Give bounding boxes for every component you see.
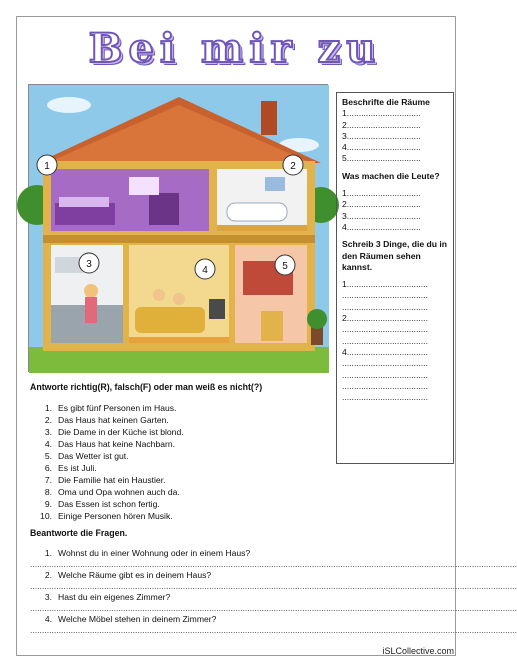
- things-blank-3[interactable]: ....................................: [342, 301, 428, 312]
- list-item: [30, 450, 184, 462]
- room-number-1-text: 1: [44, 161, 50, 172]
- item-number: 4.: [44, 439, 52, 449]
- room-number-2-text: 2: [290, 161, 296, 172]
- item-number: 10.: [40, 511, 52, 521]
- rooms-blank-3[interactable]: 3...............................: [342, 130, 421, 141]
- people-blank-3[interactable]: 3...............................: [342, 210, 421, 221]
- question-item: [30, 592, 170, 604]
- question-item: [30, 570, 211, 582]
- item-number: 9.: [44, 499, 52, 509]
- question-text: Welche Räume gibt es in deinem Haus?: [58, 570, 212, 580]
- rooms-blank-1[interactable]: 1...............................: [342, 108, 421, 119]
- question-text: Hast du ein eigenes Zimmer?: [58, 592, 171, 602]
- room-number-2: [283, 155, 303, 175]
- rooms-blank-4[interactable]: 4...............................: [342, 142, 421, 153]
- item-text: Es ist Juli.: [58, 463, 97, 473]
- item-number: 3.: [44, 427, 52, 437]
- question-text: Wohnst du in einer Wohnung oder in einem Haus?: [58, 548, 251, 558]
- list-item: [30, 438, 184, 450]
- item-number: 2.: [44, 415, 52, 425]
- chimney: [261, 101, 277, 135]
- item-number: 8.: [44, 487, 52, 497]
- item-number: 1.: [44, 548, 52, 558]
- question-item: [30, 548, 250, 560]
- list-item: [30, 402, 184, 414]
- room-number-5-text: 5: [282, 261, 288, 272]
- item-number: 2.: [44, 570, 52, 580]
- true-false-list: [30, 402, 184, 522]
- list-item: [30, 414, 184, 426]
- questions-list-4: [30, 614, 216, 626]
- list-item: [30, 486, 184, 498]
- people-heading: Was machen die Leute?: [342, 170, 440, 181]
- room-number-3: [79, 253, 99, 273]
- item-text: Das Haus hat keine Nachbarn.: [58, 439, 176, 449]
- item-text: Oma und Opa wohnen auch da.: [58, 487, 180, 497]
- rooms-blank-2[interactable]: 2...............................: [342, 119, 421, 130]
- item-number: 6.: [44, 463, 52, 473]
- house-illustration: [28, 84, 328, 372]
- things-blank-7[interactable]: 4..................................: [342, 346, 428, 357]
- questions-heading: Beantworte die Fragen.: [30, 528, 128, 538]
- things-blank-5[interactable]: ....................................: [342, 324, 428, 335]
- worksheet-title: [40, 20, 430, 78]
- things-heading: Schreib 3 Dinge, die du in den Räumen sehen kannst.: [342, 239, 448, 272]
- questions-list-3: [30, 592, 170, 604]
- item-text: Die Familie hat ein Haustier.: [58, 475, 166, 485]
- question-item: [30, 614, 216, 626]
- list-item: [30, 498, 184, 510]
- item-text: Das Essen ist schon fertig.: [58, 499, 160, 509]
- list-item: [30, 510, 184, 522]
- things-blank-11[interactable]: ....................................: [342, 392, 428, 403]
- house-svg: [29, 85, 329, 373]
- room-2-bathroom: [217, 169, 307, 231]
- things-blank-10[interactable]: ....................................: [342, 380, 428, 391]
- things-blank-1[interactable]: 1..................................: [342, 279, 428, 290]
- item-number: 3.: [44, 592, 52, 602]
- things-blank-8[interactable]: ....................................: [342, 358, 428, 369]
- room-number-4: [195, 259, 215, 279]
- footer-brand: iSLCollective.com: [382, 646, 454, 656]
- list-item: [30, 426, 184, 438]
- title-text: Bei mir zu: [88, 25, 382, 72]
- rooms-blank-5[interactable]: 5...............................: [342, 153, 421, 164]
- item-text: Einige Personen hören Musik.: [58, 511, 173, 521]
- label-rooms-heading: Beschrifte die Räume: [342, 97, 430, 107]
- answer-line-2[interactable]: ............................................................................................................................................................................................................: [30, 581, 517, 591]
- item-text: Es gibt fünf Personen im Haus.: [58, 403, 177, 413]
- true-false-heading: Antworte richtig(R), falsch(F) oder man weiß es nicht(?): [30, 382, 263, 392]
- things-blank-6[interactable]: ....................................: [342, 335, 428, 346]
- right-exercise-panel: [336, 92, 454, 464]
- answer-line-4[interactable]: ............................................................................................................................................................................................................: [30, 625, 517, 635]
- list-item: [30, 474, 184, 486]
- item-text: Das Haus hat keinen Garten.: [58, 415, 169, 425]
- list-item: [30, 462, 184, 474]
- people-blank-2[interactable]: 2...............................: [342, 199, 421, 210]
- questions-list-2: [30, 570, 211, 582]
- question-text: Welche Möbel stehen in deinem Zimmer?: [58, 614, 217, 624]
- things-blank-2[interactable]: ....................................: [342, 290, 428, 301]
- item-number: 1.: [44, 403, 52, 413]
- things-blank-4[interactable]: 2..................................: [342, 313, 428, 324]
- room-number-1: [37, 155, 57, 175]
- room-number-4-text: 4: [202, 265, 208, 276]
- questions-list: [30, 548, 250, 560]
- item-text: Das Wetter ist gut.: [58, 451, 129, 461]
- item-text: Die Dame in der Küche ist blond.: [58, 427, 184, 437]
- answer-line-3[interactable]: ............................................................................................................................................................................................................: [30, 603, 517, 613]
- answer-line-1[interactable]: ............................................................................................................................................................................................................: [30, 559, 517, 569]
- room-number-5: [275, 255, 295, 275]
- people-blank-1[interactable]: 1...............................: [342, 188, 421, 199]
- people-blank-4[interactable]: 4...............................: [342, 221, 421, 232]
- item-number: 4.: [44, 614, 52, 624]
- room-number-3-text: 3: [86, 259, 92, 270]
- item-number: 5.: [44, 451, 52, 461]
- item-number: 7.: [44, 475, 52, 485]
- things-blank-9[interactable]: ....................................: [342, 369, 428, 380]
